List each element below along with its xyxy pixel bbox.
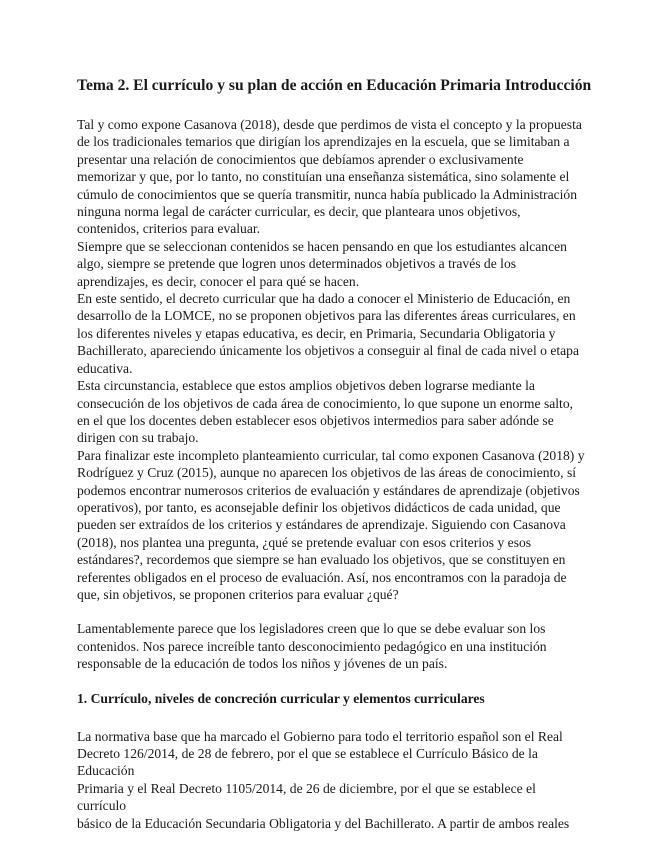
paragraph-casanova-intro: Tal y como expone Casanova (2018), desde que perdimos de vista el concepto y la propuesta de los tradicionales temarios que dirigían los aprendizajes en la escuela, que se limitaban a presentar una relación de conocimientos que debíamos aprender o exclusivamente memorizar y que, por lo tanto, no constituían una enseñanza sistemática, sino solamente el cúmulo de conocimientos que se quería transmitir, nunca había publicado la Administración ninguna norma legal de carácter curricular, es decir, que planteara unos objetivos, contenidos, criterios para evaluar. (77, 117, 582, 237)
paragraph-planteamiento: Para finalizar este incompleto planteamiento curricular, tal como exponen Casanova (2018) y Rodríguez y Cruz (2015), aunque no aparecen los objetivos de las áreas de conocimiento, sí podemos encontrar numerosos criterios de evaluación y estándares de aprendizaje (objetivos operativos), por tanto, es aconsejable definir los objetivos didácticos de cada unidad, que pueden ser extraídos de los criterios y estándares de aprendizaje. Siguiendo con Casanova (2018), nos plantea una pregunta, ¿qué se pretende evaluar con esos criterios y esos estándares?, recordemos que siempre se han evaluado los objetivos, que se constituyen en referentes obligados en el proceso de evaluación. Así, nos encontramos con la paradoja de que, sin objetivos, se proponen criterios para evaluar ¿qué? (77, 447, 585, 602)
section-line: Primaria y el Real Decreto 1105/2014, de 26 de diciembre, por el que se establece el currículo (77, 780, 536, 814)
section-line: La normativa base que ha marcado el Gobierno para todo el territorio español son el Real (77, 728, 563, 744)
section-line: Decreto 126/2014, de 28 de febrero, por el que se establece el Currículo Básico de la Educación (77, 746, 538, 779)
paragraph-legisladores: Lamentablemente parece que los legisladores creen que lo que se debe evaluar son los contenidos. Nos parece increíble tanto desconocimiento pedagógico en una institución responsable de la educación de todos los niños y jóvenes de un país. (77, 621, 547, 672)
paragraph-circunstancia: Esta circunstancia, establece que estos amplios objetivos deben lograrse mediante la consecución de los objetivos de cada área de conocimiento, lo que supone un enorme salto, en el que los docentes deben establecer esos objetivos intermedios para saber adónde se dirigen con su trabajo. (77, 378, 574, 446)
page-title: Tema 2. El currículo y su plan de acción en Educación Primaria Introducción (77, 77, 592, 94)
section-line: básico de la Educación Secundaria Obligatoria y del Bachillerato. A partir de ambos reales (77, 815, 570, 831)
paragraph-spacer (77, 603, 585, 620)
section-heading: 1. Currículo, niveles de concreción curricular y elementos curriculares (77, 690, 485, 706)
paragraph-spacer (77, 673, 585, 690)
paragraph-decreto-lomce: En este sentido, el decreto curricular que ha dado a conocer el Ministerio de Educación, en desarrollo de la LOMCE, no se proponen objetivos para las diferentes áreas curriculares, en los diferentes niveles y etapas educativa, es decir, en Primaria, Secundaria Obligatoria y Bachillerato, apareciendo únicamente los objetivos a conseguir al final de cada nivel o etapa educativa. (77, 291, 580, 376)
section-body (77, 728, 585, 832)
paragraph-contenidos: Siempre que se seleccionan contenidos se hacen pensando en que los estudiantes alcancen algo, siempre se pretende que logren unos determinados objetivos a través de los aprendizajes, es decir, conocer el para qué se hacen. (77, 238, 567, 289)
